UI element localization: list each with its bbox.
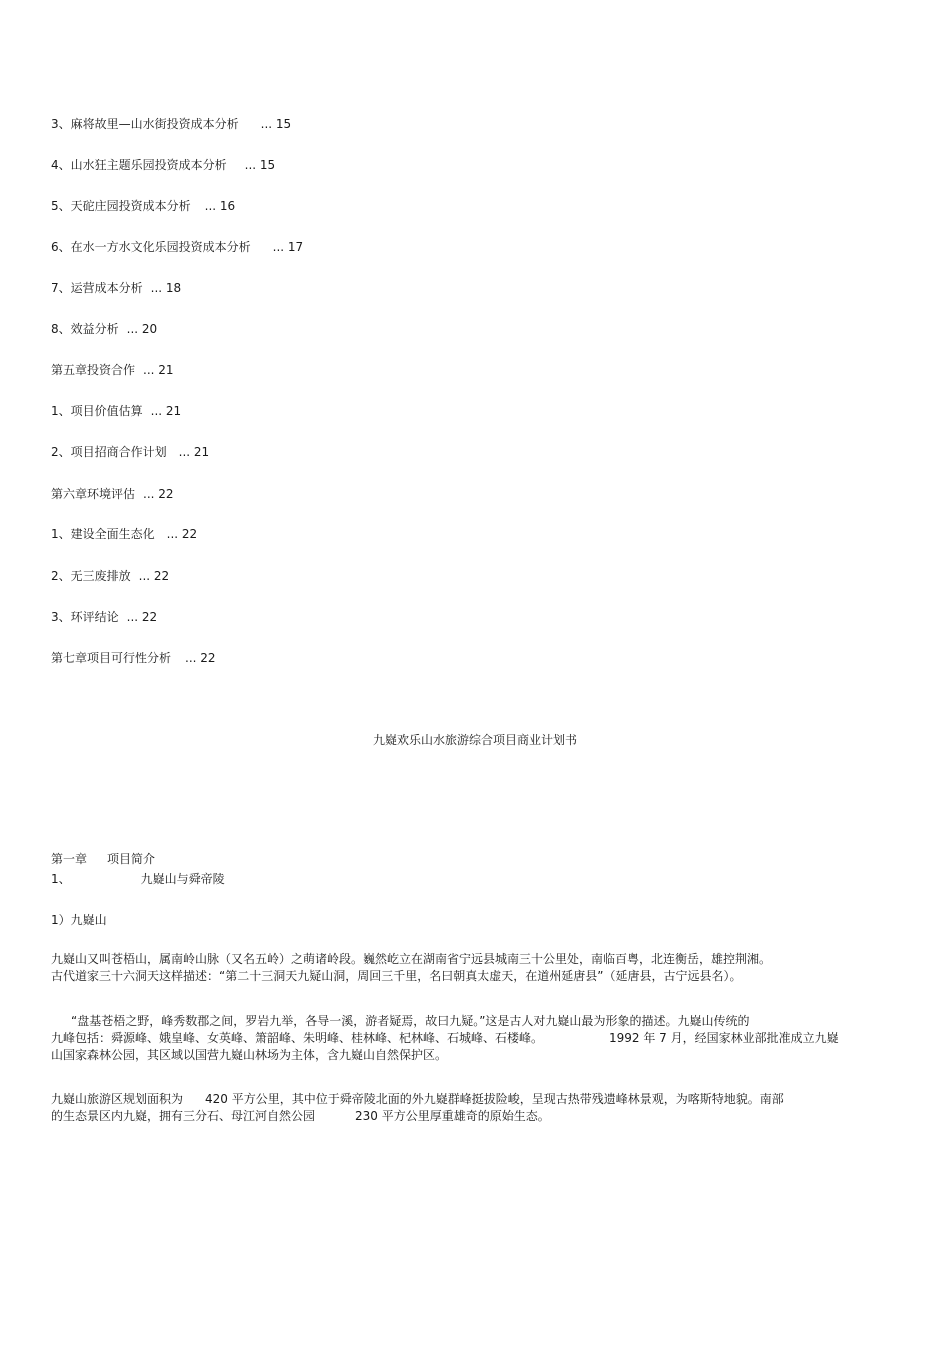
toc-page: ... 22 [166,527,198,541]
toc-page: ... 22 [185,651,216,665]
document-title: 九嶷欢乐山水旅游综合项目商业计划书 [372,733,577,747]
paragraph-line: 九嶷山又叫苍梧山，属南岭山脉（又名五岭）之萌诸岭段。巍然屹立在湖南省宁远县城南三十公里处，南临百粤，北连衡岳，雄控荆湘。 [51,952,772,966]
toc-label: 3、麻将故里—山水街投资成本分析 [51,117,239,131]
toc-label: 6、在水一方水文化乐园投资成本分析 [51,240,251,254]
chapter-title: 项目简介 [107,852,156,866]
toc-item [51,486,174,502]
toc-item [51,609,157,625]
toc-page: ... 21 [178,445,210,459]
toc-label: 2、无三废排放 [51,569,131,583]
toc-item [51,526,197,542]
toc-page: ... 21 [143,363,174,377]
chapter-number: 第一章 [51,852,88,866]
paragraph-text: 230 平方公里厚重雄奇的原始生态。 [355,1109,550,1123]
toc-label: 第七章项目可行性分析 [51,651,172,665]
subsection-heading: 1）九嶷山 [51,913,107,927]
toc-label: 4、山水狂主题乐园投资成本分析 [51,158,227,172]
paragraph-line [51,1108,891,1125]
section-number: 1、 [51,872,71,886]
section-title: 九嶷山与舜帝陵 [140,872,225,886]
toc-page: ... 22 [126,610,158,624]
toc-item [51,239,303,255]
paragraph-line [51,1030,891,1047]
toc-item [51,157,275,173]
chapter-heading [51,851,155,867]
toc-label: 7、运营成本分析 [51,281,143,295]
toc-label: 2、项目招商合作计划 [51,445,167,459]
toc-label: 3、环评结论 [51,610,119,624]
paragraph-text: 1992 年 7 月，经国家林业部批准成立九嶷 [609,1031,839,1045]
toc-label: 1、项目价值估算 [51,404,143,418]
toc-item [51,116,291,132]
toc-item [51,568,169,584]
toc-item [51,321,157,337]
toc-item [51,280,181,296]
toc-page: ... 16 [204,199,236,213]
toc-label: 8、效益分析 [51,322,119,336]
toc-item [51,403,181,419]
paragraph-text: 的生态景区内九嶷，拥有三分石、母江河自然公园 [51,1109,316,1123]
toc-page: ... 22 [138,569,170,583]
paragraph-text: 420 平方公里，其中位于舜帝陵北面的外九嶷群峰挺拔险峻，呈现古热带残遗峰林景观，为喀斯特地貌。南部 [205,1092,784,1106]
toc-label: 第五章投资合作 [51,363,136,377]
toc-page: ... 18 [150,281,182,295]
toc-page: ... 22 [143,487,174,501]
toc-label: 第六章环境评估 [51,487,136,501]
paragraph-2 [51,1013,891,1064]
toc-item [51,444,209,460]
toc-label: 5、天砣庄园投资成本分析 [51,199,191,213]
paragraph-1 [51,951,891,985]
paragraph-line: “盘基苍梧之野，峰秀数郡之间，罗岩九举，各导一溪，游者疑焉，故曰九疑。”这是古人对九嶷山最为形象的描述。九嶷山传统的 [71,1014,750,1028]
paragraph-3 [51,1091,891,1125]
paragraph-line: 古代道家三十六洞天这样描述：“第二十三洞天九疑山洞，周回三千里，名曰朝真太虚天，在道州延唐县”（延唐县，古宁远县名）。 [51,969,742,983]
paragraph-text: 九嶷山旅游区规划面积为 [51,1092,184,1106]
paragraph-line [51,1091,891,1108]
toc-page: ... 15 [244,158,276,172]
paragraph-line: 山国家森林公园，其区域以国营九嶷山林场为主体，含九嶷山自然保护区。 [51,1048,448,1062]
toc-page: ... 20 [126,322,158,336]
paragraph-text: 九峰包括：舜源峰、娥皇峰、女英峰、箫韶峰、朱明峰、桂林峰、杞林峰、石城峰、石楼峰。 [51,1031,544,1045]
toc-label: 1、建设全面生态化 [51,527,155,541]
section-heading [51,871,225,887]
toc-page: ... 17 [272,240,304,254]
toc-item [51,650,216,666]
toc-page: ... 15 [260,117,292,131]
toc-page: ... 21 [150,404,182,418]
toc-item [51,198,235,214]
toc-item [51,362,174,378]
